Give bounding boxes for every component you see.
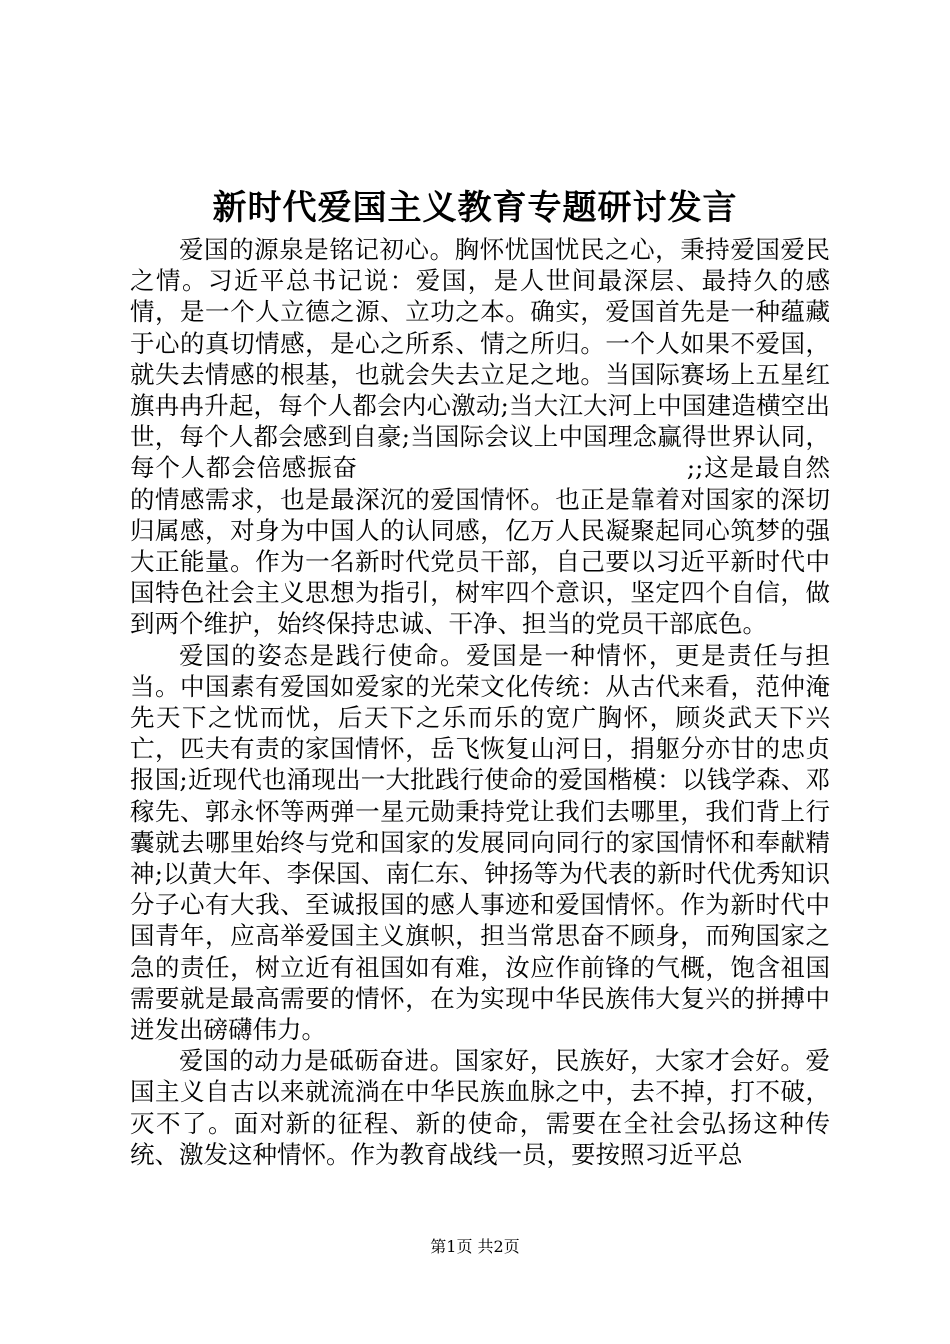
- document-body: [130, 234, 830, 1170]
- document-title: 新时代爱国主义教育专题研讨发言: [212, 188, 738, 228]
- paragraph-2: 爱国的姿态是践行使命。爱国是一种情怀，更是责任与担当。中国素有爱国如爱家的光荣文化传统：从古代来看，范仲淹先天下之忧而忧，后天下之乐而乐的宽广胸怀，顾炎武天下兴亡，匹夫有责的家国情怀，岳飞恢复山河日，捐躯分亦甘的忠贞报国;近现代也涌现出一大批践行使命的爱国楷模：以钱学森、邓稼先、郭永怀等两弹一星元勋秉持党让我们去哪里，我们背上行囊就去哪里始终与党和国家的发展同向同行的家国情怀和奉献精神;以黄大年、李保国、南仁东、钟扬等为代表的新时代优秀知识分子心有大我、至诚报国的感人事迹和爱国情怀。作为新时代中国青年，应高举爱国主义旗帜，担当常思奋不顾身，而殉国家之急的责任，树立近有祖国如有难，汝应作前锋的气概，饱含祖国需要就是最高需要的情怀，在为实现中华民族伟大复兴的拼搏中迸发出磅礴伟力。: [130, 640, 830, 1045]
- paragraph-3: 爱国的动力是砥砺奋进。国家好，民族好，大家才会好。爱国主义自古以来就流淌在中华民族血脉之中，去不掉，打不破，灭不了。面对新的征程、新的使命，需要在全社会弘扬这种传统、激发这种情怀。作为教育战线一员，要按照习近平总: [130, 1046, 830, 1169]
- page-footer: 第1页 共2页: [430, 1237, 520, 1256]
- paragraph-1: 爱国的源泉是铭记初心。胸怀忧国忧民之心，秉持爱国爱民之情。习近平总书记说：爱国，是人世间最深层、最持久的感情，是一个人立德之源、立功之本。确实，爱国首先是一种蕴藏于心的真切情感，是心之所系、情之所归。一个人如果不爱国，就失去情感的根基，也就会失去立足之地。当国际赛场上五星红旗冉冉升起，每个人都会内心激动;当大江大河上中国建造横空出世，每个人都会感到自豪;当国际会议上中国理念赢得世界认同，每个人都会倍感振奋 ;;这是最自然的情感需求，也是最深沉的爱国情怀。也正是靠着对国家的深切归属感，对身为中国人的认同感，亿万人民凝聚起同心筑梦的强大正能量。作为一名新时代党员干部，自己要以习近平新时代中国特色社会主义思想为指引，树牢四个意识，坚定四个自信，做到两个维护，始终保持忠诚、干净、担当的党员干部底色。: [130, 235, 830, 639]
